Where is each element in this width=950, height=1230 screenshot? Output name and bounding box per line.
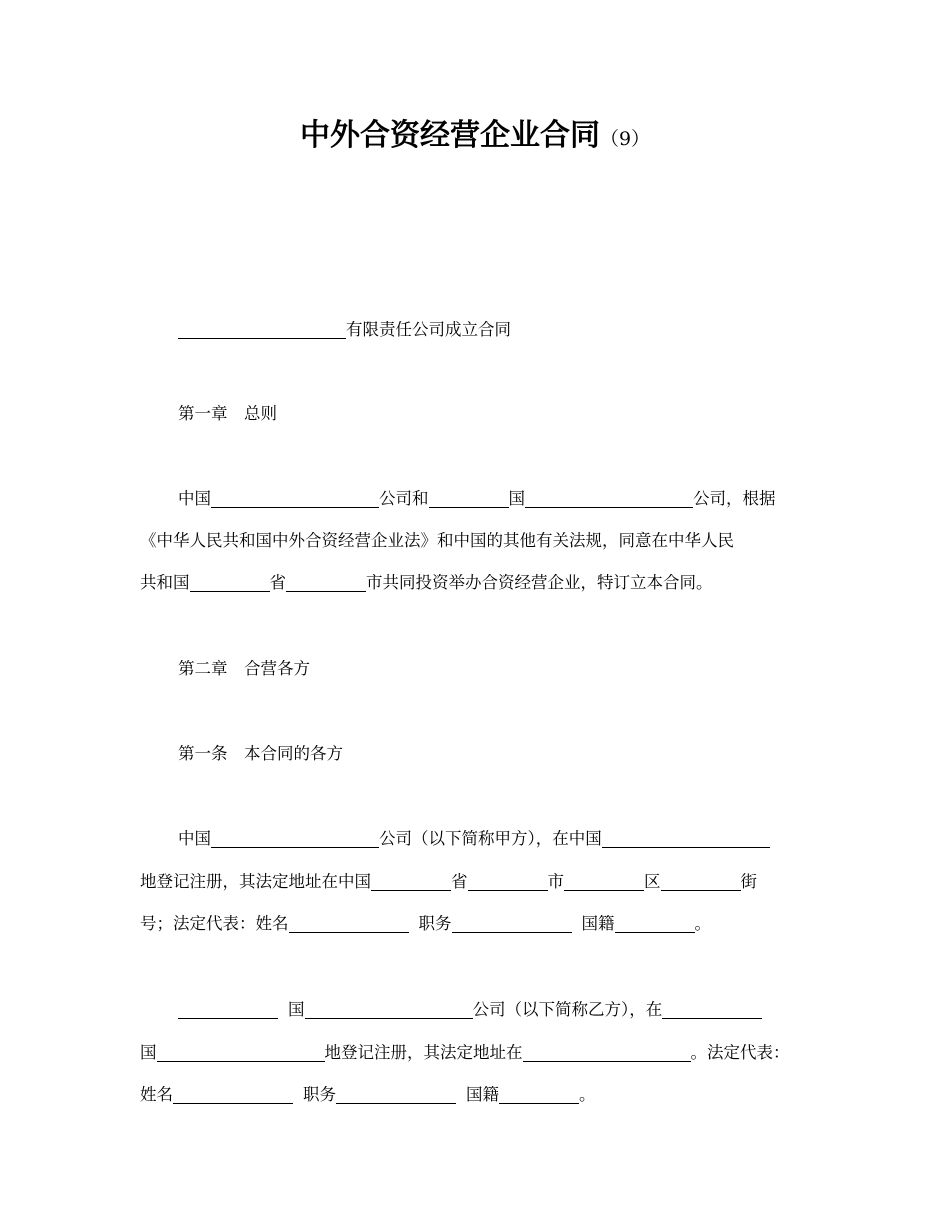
blank-field[interactable] [173,1083,293,1104]
blank-field[interactable] [157,1041,325,1062]
blank-field[interactable] [429,487,509,508]
blank-field[interactable] [178,318,346,339]
blank-field[interactable] [662,998,762,1019]
blank-field[interactable] [564,870,644,891]
blank-field[interactable] [523,1041,691,1062]
party-b-line-3: 姓名 职务 国籍 。 [140,1085,596,1104]
party-a-line-3: 号；法定代表：姓名 职务 国籍 。 [140,914,711,933]
title-suffix: （9） [599,128,651,150]
blank-field[interactable] [615,912,695,933]
contract-name-line [140,314,868,346]
blank-field[interactable] [525,487,693,508]
party-b-line-2: 国 地登记注册，其法定地址在 。法定代表： [140,1043,790,1062]
document-title [0,112,950,164]
article-heading: 第一条 本合同的各方 [178,744,343,763]
blank-field[interactable] [661,870,741,891]
blank-field[interactable] [468,870,548,891]
blank-field[interactable] [305,998,473,1019]
blank-field[interactable] [289,912,409,933]
blank-field[interactable] [286,571,366,592]
blank-field[interactable] [499,1083,579,1104]
party-a-line-2: 地登记注册，其法定地址在中国 省 市 区 街 [140,872,757,891]
chapter-heading: 第一章 总则 [178,404,277,423]
contract-name: 有限责任公司成立合同 [346,320,511,339]
blank-field[interactable] [178,998,278,1019]
chapter-heading: 第二章 合营各方 [178,659,310,678]
intro-line-2: 《中华人民共和国中外合资经营企业法》和中国的其他有关法规，同意在中华人民 [140,531,734,550]
blank-field[interactable] [452,912,572,933]
party-b-line-1: 国 公司（以下简称乙方），在 [140,994,868,1026]
blank-field[interactable] [211,487,379,508]
blank-field[interactable] [190,571,270,592]
intro-line-3: 共和国 省 市共同投资举办合资经营企业，特订立本合同。 [140,573,713,592]
blank-field[interactable] [371,870,451,891]
title-text: 中外合资经营企业合同 [299,118,600,153]
intro-line-1: 中国 公司和 国 公司，根据 [178,489,776,508]
party-a-line-1: 中国 公司（以下简称甲方），在中国 [140,823,868,855]
blank-field[interactable] [336,1083,456,1104]
blank-field[interactable] [602,827,770,848]
blank-field[interactable] [211,827,379,848]
